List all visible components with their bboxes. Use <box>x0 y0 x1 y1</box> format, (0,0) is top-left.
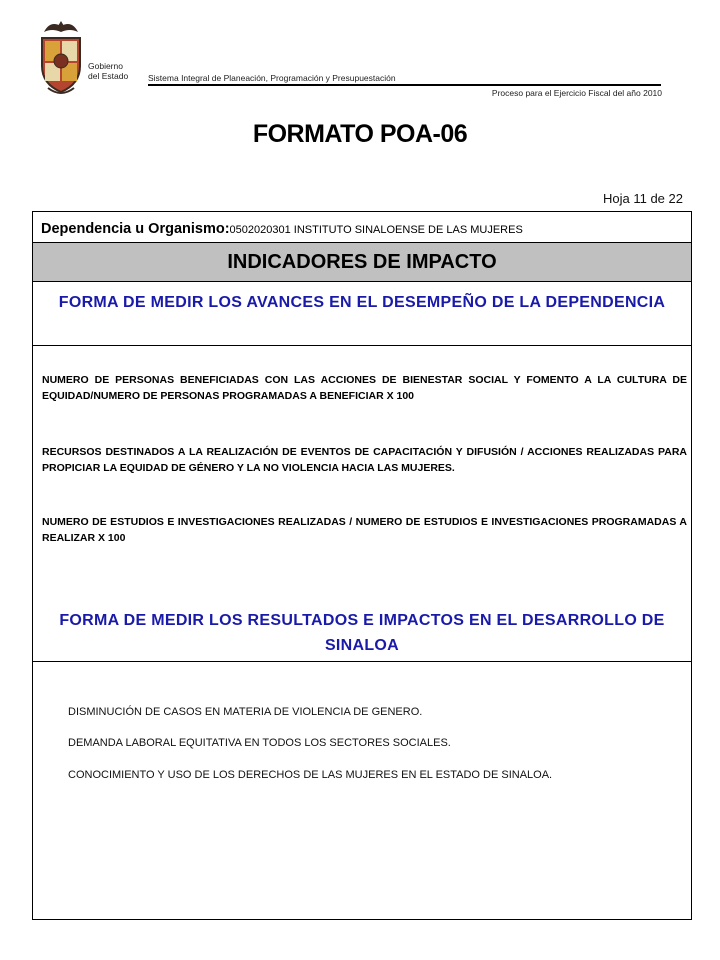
results-heading: FORMA DE MEDIR LOS RESULTADOS E IMPACTOS EN EL DESARROLLO DE SINALOA <box>33 600 691 662</box>
gov-line-1: Gobierno <box>88 61 123 71</box>
result-item: DISMINUCIÓN DE CASOS EN MATERIA DE VIOLENCIA DE GENERO. <box>68 706 423 718</box>
system-title: Sistema Integral de Planeación, Programación y Presupuestación <box>148 73 396 83</box>
indicator-form <box>32 211 692 920</box>
performance-heading: FORMA DE MEDIR LOS AVANCES EN EL DESEMPEÑO DE LA DEPENDENCIA <box>33 282 691 346</box>
section-title-band: INDICADORES DE IMPACTO <box>33 243 691 282</box>
fiscal-process-label: Proceso para el Ejercicio Fiscal del año 2010 <box>491 88 662 98</box>
dependency-value: 0502020301 INSTITUTO SINALOENSE DE LAS MUJERES <box>229 224 523 236</box>
state-seal-logo <box>36 18 86 96</box>
government-label <box>88 62 128 81</box>
header-rule <box>148 84 661 86</box>
result-item: CONOCIMIENTO Y USO DE LOS DERECHOS DE LAS MUJERES EN EL ESTADO DE SINALOA. <box>68 769 553 781</box>
format-title: FORMATO POA-06 <box>252 120 468 148</box>
dependency-row <box>33 212 691 243</box>
performance-item: NUMERO DE ESTUDIOS E INVESTIGACIONES REALIZADAS / NUMERO DE ESTUDIOS E INVESTIGACIONES PROGRAMADAS A REALIZAR X 100 <box>42 516 687 544</box>
gov-line-2: del Estado <box>88 70 129 81</box>
page-number: Hoja 11 de 22 <box>603 191 683 206</box>
dependency-label: Dependencia u Organismo: <box>41 221 230 237</box>
result-item: DEMANDA LABORAL EQUITATIVA EN TODOS LOS SECTORES SOCIALES. <box>68 737 451 749</box>
performance-item: RECURSOS DESTINADOS A LA REALIZACIÓN DE EVENTOS DE CAPACITACIÓN Y DIFUSIÓN / ACCIONES REALIZADAS PARA PROPICIAR LA EQUIDAD DE GÉNERO Y LA NO VIOLENCIA HACIA LAS MUJERES. <box>42 446 687 474</box>
performance-item: NUMERO DE PERSONAS BENEFICIADAS CON LAS ACCIONES DE BIENESTAR SOCIAL Y FOMENTO A LA CULTURA DE EQUIDAD/NUMERO DE PERSONAS PROGRAMADAS A BENEFICIAR X 100 <box>42 374 687 402</box>
